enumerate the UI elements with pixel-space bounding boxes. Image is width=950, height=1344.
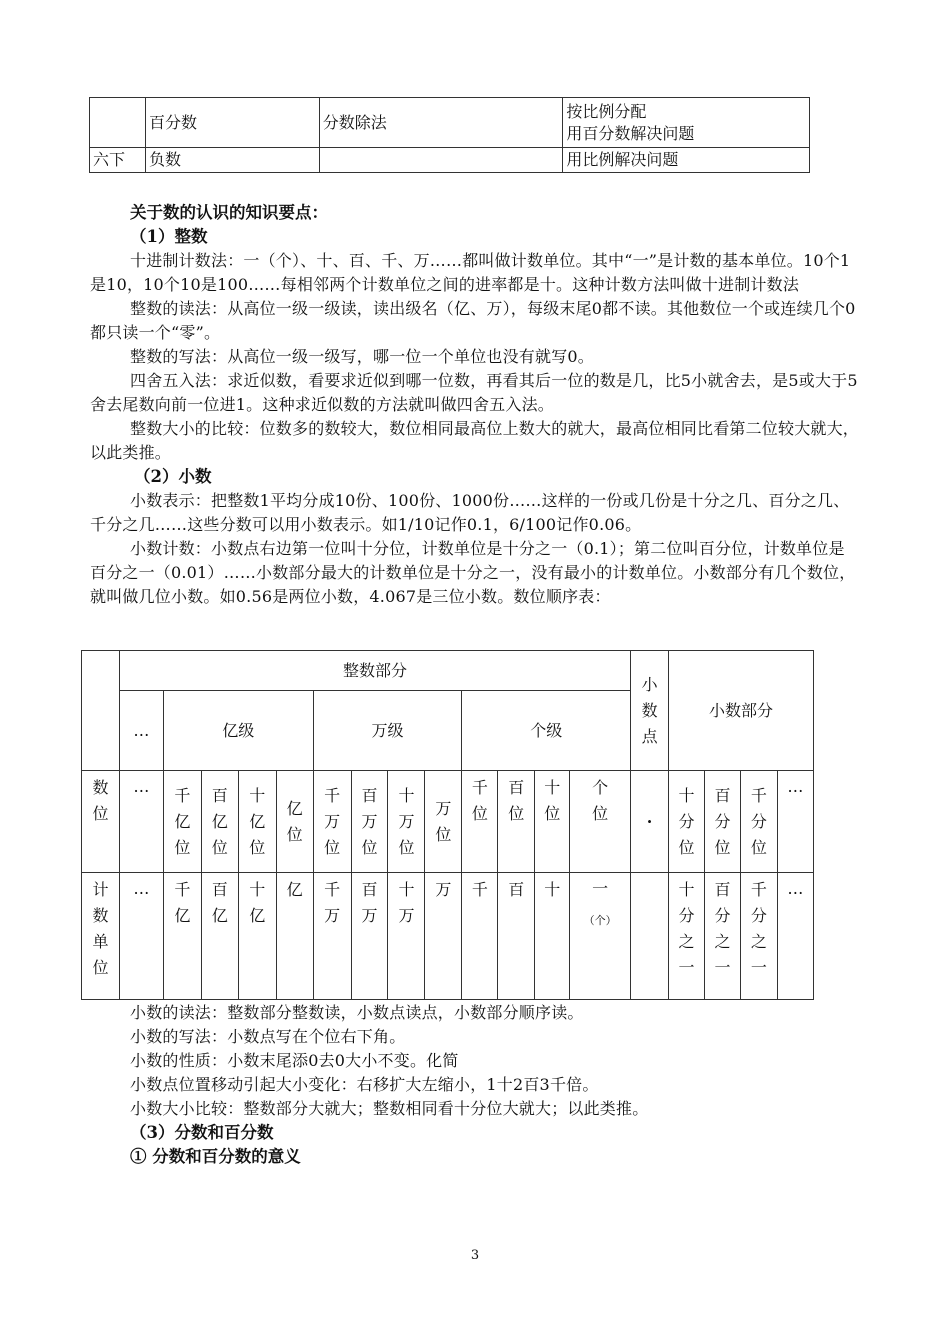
place-label: 千万位	[324, 785, 341, 857]
knowledge-section	[90, 201, 860, 609]
decimal-part-header: 小数部分	[669, 651, 814, 771]
unit-label: 一	[592, 879, 609, 898]
unit-label: 百分之一	[714, 880, 731, 977]
table-row	[82, 651, 814, 691]
row-label-text: 计数单位	[92, 880, 109, 977]
unit-cell	[740, 873, 777, 1000]
unit-cell	[704, 873, 740, 1000]
place-label: 十分位	[678, 785, 695, 857]
place-cell	[163, 771, 201, 873]
place-cell	[462, 771, 498, 873]
place-label: 十万位	[398, 785, 415, 857]
cell-line: 按比例分配	[566, 101, 647, 121]
unit-cell	[313, 873, 351, 1000]
place-label: 个位	[592, 778, 609, 823]
corner-cell	[82, 651, 120, 771]
unit-note: （个）	[583, 914, 617, 927]
cell-line: 用百分数解决问题	[566, 123, 695, 143]
table-cell	[319, 148, 563, 173]
unit-cell	[669, 873, 705, 1000]
paragraph: 小数表示：把整数1平均分成10份、100份、1000份……这样的一份或几份是十分之几、百分之几、千分之几……这些分数可以用小数表示。如1/10记作0.1，6/100记作0.06。	[90, 491, 850, 534]
place-cell	[740, 771, 777, 873]
unit-label: 千亿	[174, 880, 191, 925]
paragraph: 整数大小的比较：位数多的数较大，数位相同最高位上数大的就大，最高位相同比看第二位较大就大，以此类推。	[90, 419, 860, 462]
unit-cell	[535, 873, 570, 1000]
place-cell	[201, 771, 238, 873]
table-row	[82, 771, 814, 873]
place-label: 百万位	[361, 785, 378, 857]
unit-cell	[462, 873, 498, 1000]
unit-label: 十分之一	[678, 880, 695, 977]
paragraph: 小数大小比较：整数部分大就大；整数相同看十分位大就大；以此类推。	[130, 1099, 649, 1118]
place-label: 万位	[435, 798, 452, 844]
table-cell: 负数	[145, 148, 319, 173]
paragraph: 四舍五入法：求近似数，看要求近似到哪一位数，再看其后一位的数是几，比5小就舍去，是5或大于5舍去尾数向前一位进1。这种求近似数的方法就叫做四舍五入法。	[90, 371, 858, 414]
decimal-point-header	[631, 651, 669, 771]
place-label: 百位	[508, 778, 525, 823]
paragraph: 十进制计数法：一（个）、十、百、千、万……都叫做计数单位。其中“一”是计数的基本单位。10个1是10，10个10是100……每相邻两个计数单位之间的进率都是十。这种计数方法叫做十进制计数法	[90, 251, 851, 294]
place-label: 十位	[544, 778, 561, 823]
ellipsis-cell: …	[119, 873, 163, 1000]
place-cell	[276, 771, 313, 873]
place-label: 百亿位	[211, 785, 228, 857]
unit-label: 十	[544, 880, 561, 899]
place-label: 千位	[471, 778, 488, 823]
unit-label: 百万	[361, 880, 378, 925]
unit-label: 十万	[398, 880, 415, 925]
table-cell: 百分数	[145, 98, 319, 148]
place-cell	[535, 771, 570, 873]
place-label: 亿位	[286, 798, 303, 844]
table-row	[90, 148, 810, 173]
unit-cell	[238, 873, 276, 1000]
decimal-point-label: 小数点	[641, 674, 658, 746]
curriculum-table	[89, 97, 810, 173]
section-title: 关于数的认识的知识要点：	[130, 203, 328, 222]
table-cell	[563, 98, 810, 148]
ellipsis-cell: …	[119, 691, 163, 771]
group-ge: 个级	[462, 691, 631, 771]
place-cell	[313, 771, 351, 873]
place-cell	[351, 771, 388, 873]
table-row	[82, 873, 814, 1000]
paragraph: 小数的读法：整数部分整数读，小数点读点，小数部分顺序读。	[130, 1003, 584, 1022]
place-value-table	[81, 650, 814, 1000]
ellipsis-cell: …	[777, 873, 813, 1000]
group-wan: 万级	[313, 691, 462, 771]
paragraph: 小数的性质：小数末尾添0去0大小不变。化简	[130, 1051, 459, 1070]
unit-cell	[163, 873, 201, 1000]
unit-label: 亿	[286, 880, 303, 899]
table-cell: 分数除法	[319, 98, 563, 148]
unit-label: 百	[508, 880, 525, 899]
unit-label: 千分之一	[750, 880, 767, 977]
table-cell: 六下	[90, 148, 146, 173]
place-label: 千亿位	[174, 785, 191, 857]
paragraph: 小数计数：小数点右边第一位叫十分位，计数单位是十分之一（0.1）；第二位叫百分位，计数单位是百分之一（0.01）……小数部分最大的计数单位是十分之一，没有最小的计数单位。小数部分有几个数位，就叫做几位小数。如0.56是两位小数，4.067是三位小数。数位顺序表：	[90, 539, 856, 606]
paragraph: 小数的写法：小数点写在个位右下角。	[130, 1027, 406, 1046]
decimal-notes	[90, 1001, 860, 1169]
place-cell	[570, 771, 631, 873]
row-label-place	[82, 771, 120, 873]
place-cell	[704, 771, 740, 873]
integer-part-header: 整数部分	[119, 651, 630, 691]
unit-label: 万	[435, 880, 452, 899]
table-cell	[90, 98, 146, 148]
unit-label: 十亿	[249, 880, 266, 925]
unit-cell	[498, 873, 535, 1000]
unit-cell	[276, 873, 313, 1000]
decimal-point-cell: ·	[631, 771, 669, 873]
decimal-heading: （2）小数	[134, 467, 212, 486]
paragraph: 整数的写法：从高位一级一级写，哪一位一个单位也没有就写0。	[130, 347, 594, 366]
place-cell	[388, 771, 425, 873]
unit-cell	[425, 873, 462, 1000]
unit-cell	[570, 873, 631, 1000]
table-row	[90, 98, 810, 148]
page-number: 3	[470, 1248, 480, 1263]
place-cell	[498, 771, 535, 873]
unit-cell	[388, 873, 425, 1000]
place-label: 十亿位	[249, 785, 266, 857]
paragraph: 整数的读法：从高位一级一级读，读出级名（亿、万），每级末尾0都不读。其他数位一个或连续几个0都只读一个“零”。	[90, 299, 856, 342]
ellipsis-cell: …	[119, 771, 163, 873]
place-cell	[669, 771, 705, 873]
place-cell	[425, 771, 462, 873]
unit-cell	[351, 873, 388, 1000]
unit-cell	[201, 873, 238, 1000]
group-yi: 亿级	[163, 691, 313, 771]
unit-label: 千	[471, 880, 488, 899]
ellipsis-cell: …	[777, 771, 813, 873]
place-label: 百分位	[714, 785, 731, 857]
row-label-text: 数位	[92, 778, 109, 823]
table-cell: 用比例解决问题	[563, 148, 810, 173]
fraction-heading: （3）分数和百分数	[130, 1123, 274, 1142]
paragraph: 小数点位置移动引起大小变化：右移扩大左缩小，1十2百3千倍。	[130, 1075, 599, 1094]
place-cell	[238, 771, 276, 873]
place-label: 千分位	[750, 785, 767, 857]
row-label-unit	[82, 873, 120, 1000]
integer-heading: （1）整数	[130, 227, 208, 246]
unit-label: 千万	[324, 880, 341, 925]
empty-cell	[631, 873, 669, 1000]
fraction-subheading: ① 分数和百分数的意义	[130, 1147, 301, 1166]
unit-label: 百亿	[211, 880, 228, 925]
